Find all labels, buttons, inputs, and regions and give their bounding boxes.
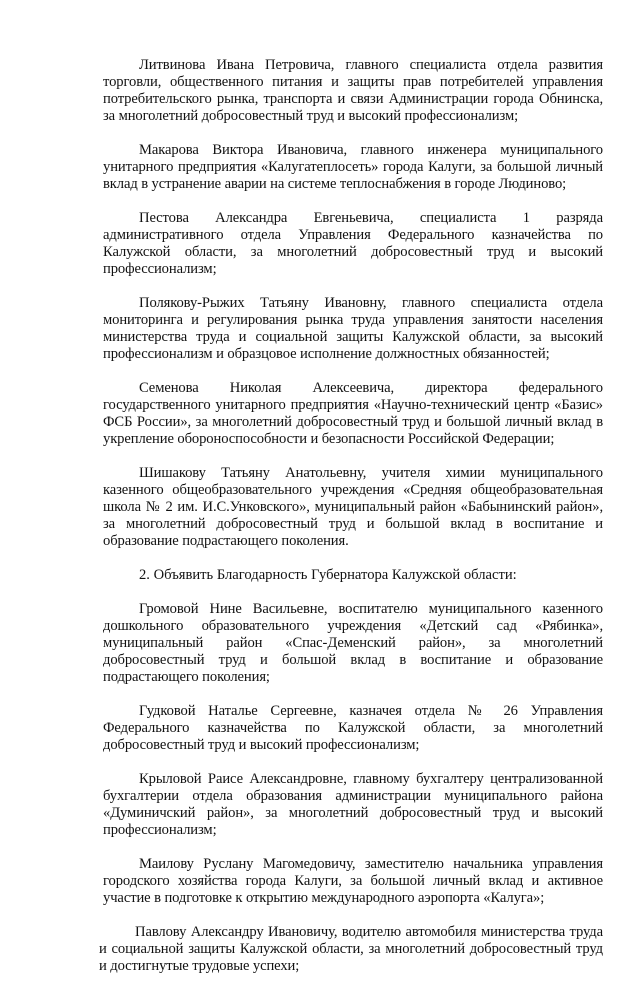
award-paragraph-shishakova: Шишакову Татьяну Анатольевну, учителя химии муниципального казенного общеобразовательного учреждения «Средняя общеобразовательная школа № 2 им. И.С.Унковского», муниципальный район «Бабынинский район», за многолетний добросовестный труд и большой вклад в воспитание и образование подрастающего поколения. (103, 465, 603, 549)
section-heading: 2. Объявить Благодарность Губернатора Калужской области: (139, 567, 517, 583)
gratitude-paragraph-mailov: Маилову Руслану Магомедовичу, заместителю начальника управления городского хозяйства города Калуги, за большой личный вклад и активное участие в подготовке к открытию международного аэропорта «Калуга»; (103, 856, 603, 906)
award-paragraph-litvinov: Литвиновa Ивана Петровича, главного специалиста отдела развития торговли, общественного питания и защиты прав потребителей управления потребительского рынка, транспорта и связи Администрации города Обнинска, за многолетний добросовестный труд и высокий профессионализм; (103, 57, 603, 124)
gratitude-paragraph-pavlov: Павлову Александру Ивановичу, водителю автомобиля министерства труда и социальной защиты Калужской области, за многолетний добросовестный труд и достигнутые трудовые успехи; (99, 924, 603, 974)
gratitude-paragraph-gudkova: Гудковой Наталье Сергеевне, казначея отдела № 26 Управления Федерального казначейства по Калужской области, за многолетний добросовестный труд и высокий профессионализм; (103, 703, 603, 753)
document-page (99, 57, 603, 992)
award-paragraph-semenov: Семенова Николая Алексеевича, директора федерального государственного унитарного предприятия «Научно-технический центр «Базис» ФСБ России», за многолетний добросовестный труд и большой личный вклад в укрепление обороноспособности и безопасности Российской Федерации; (103, 380, 603, 447)
award-paragraph-polyakova-ryzhikh: Полякову-Рыжих Татьяну Ивановну, главного специалиста отдела мониторинга и регулирования рынка труда управления занятости населения министерства труда и социальной защиты Калужской области, за высокий профессионализм и образцовое исполнение должностных обязанностей; (103, 295, 603, 362)
gratitude-paragraph-krylova: Крыловой Раисе Александровне, главному бухгалтеру централизованной бухгалтерии отдела образования администрации муниципального района «Думиничский район», за многолетний добросовестный труд и высокий профессионализм; (103, 771, 603, 838)
award-paragraph-pestov: Пестова Александра Евгеньевича, специалиста 1 разряда административного отдела Управления Федерального казначейства по Калужской области, за многолетний добросовестный труд и высокий профессионализм; (103, 210, 603, 277)
award-paragraph-makarov: Макарова Виктора Ивановича, главного инженера муниципального унитарного предприятия «Калугатеплосеть» города Калуги, за большой личный вклад в устранение аварии на системе теплоснабжения в городе Людиново; (103, 142, 603, 192)
gratitude-paragraph-gromova: Громовой Нине Васильевне, воспитателю муниципального казенного дошкольного образовательного учреждения «Детский сад «Рябинка», муниципальный район «Спас-Деменский район», за многолетний добросовестный труд и большой вклад в воспитание и образование подрастающего поколения; (103, 601, 603, 685)
